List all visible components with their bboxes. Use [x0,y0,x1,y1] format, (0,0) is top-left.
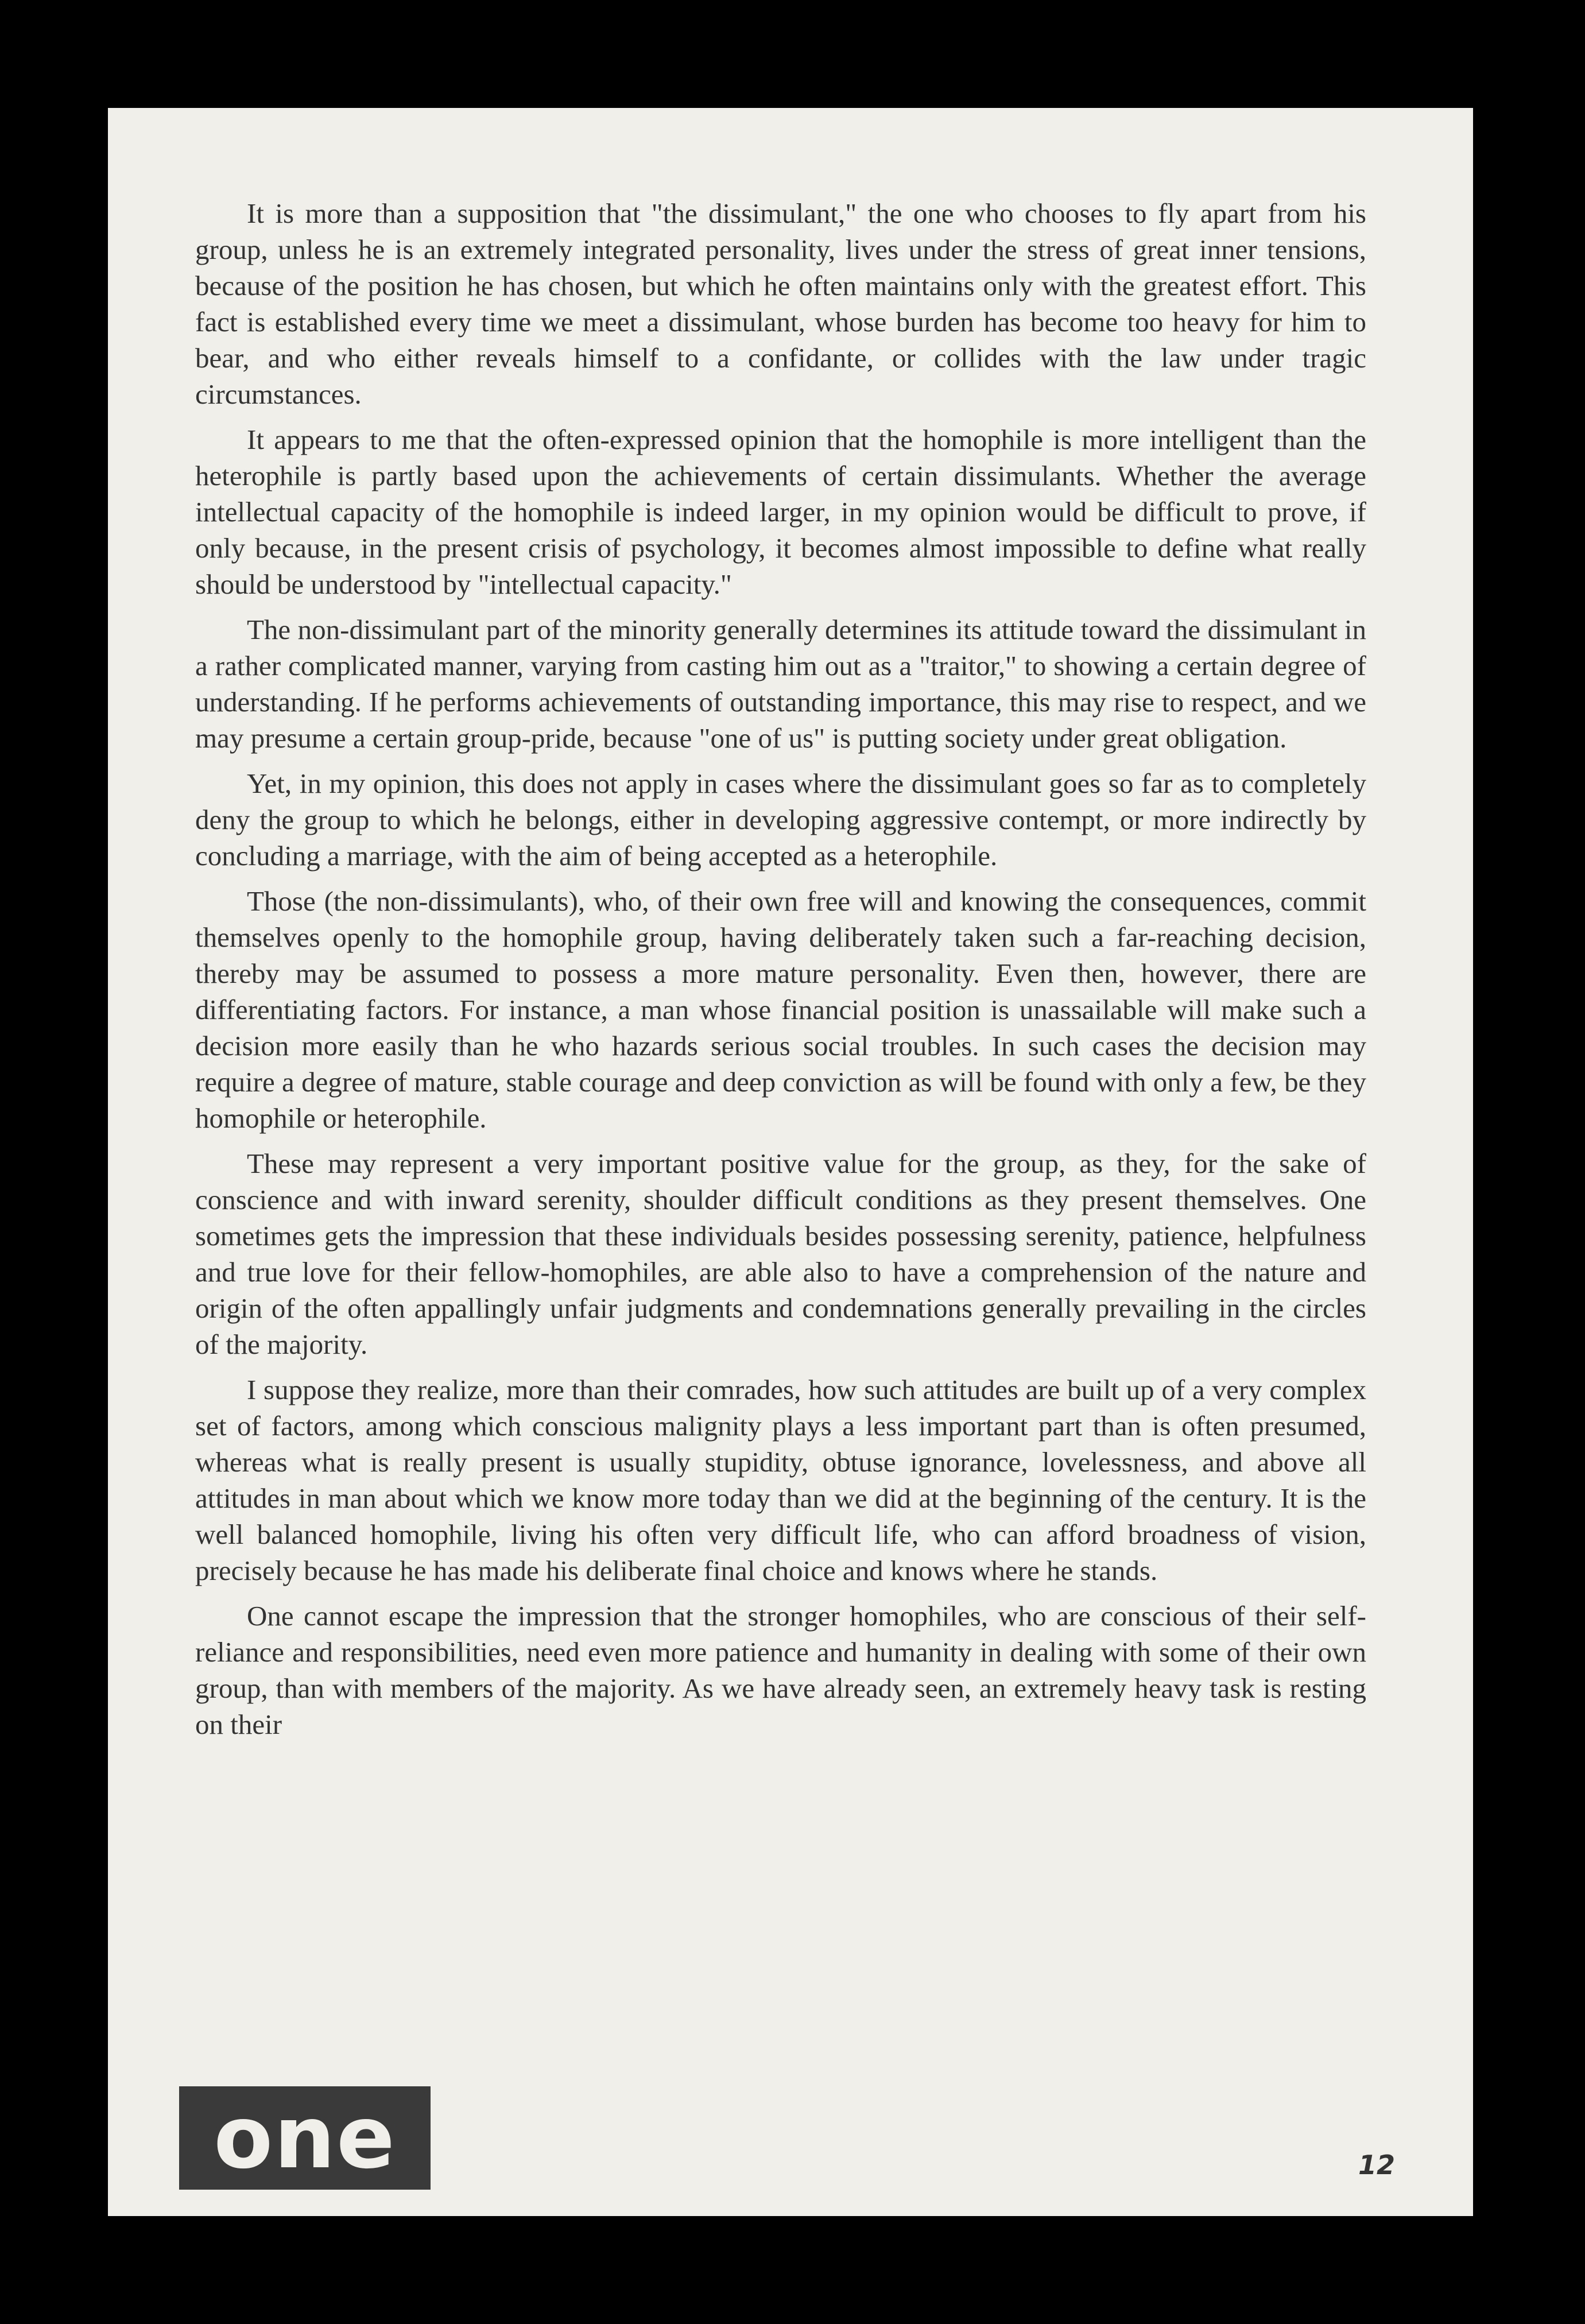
magazine-page [108,108,1473,2216]
paragraph-6: These may represent a very important positive value for the group, as they, for the sake of conscience and with inward serenity, shoulder difficult conditions as they present themselves. One sometimes gets the impression that these individuals besides possessing serenity, patience, helpfulness and true love for their fellow-homophiles, are able also to have a comprehension of the nature and origin of the often appallingly unfair judgments and condemnations generally prevailing in the circles of the majority. [195,1148,1366,1360]
paragraph-7: I suppose they realize, more than their comrades, how such attitudes are built up of a very complex set of factors, among which conscious malignity plays a less important part than is often presumed, whereas what is really present is usually stupidity, obtuse ignorance, lovelessness, and above all attitudes in man about which we know more today than we did at the beginning of the century. It is the well balanced homophile, living his often very difficult life, who can afford broadness of vision, precisely because he has made his deliberate final choice and knows where he stands. [195,1374,1366,1586]
paragraph-5: Those (the non-dissimulants), who, of their own free will and knowing the consequences, commit themselves openly to the homophile group, having deliberately taken such a far-reaching decision, thereby may be assumed to possess a more mature personality. Even then, however, there are differentiating factors. For instance, a man whose financial position is unassailable will make such a decision more easily than he who hazards serious social troubles. In such cases the decision may require a degree of mature, stable courage and deep conviction as will be found with only a few, be they homophile or heterophile. [195,885,1366,1134]
paragraph-2: It appears to me that the often-expressed opinion that the homophile is more intelligent than the heterophile is partly based upon the achievements of certain dissimulants. Whether the average intellectual capacity of the homophile is indeed larger, in my opinion would be difficult to prove, if only because, in the present crisis of psychology, it becomes almost impossible to define what really should be understood by "intellectual capacity." [195,424,1366,600]
article-body [195,195,1366,1752]
page-number: 12 [1358,2149,1396,2180]
one-magazine-logo: one [179,2086,431,2190]
paragraph-8: One cannot escape the impression that the stronger homophiles, who are conscious of their self-reliance and responsibilities, need even more patience and humanity in dealing with some of their own group, than with members of the majority. As we have already seen, an extremely heavy task is resting on their [195,1600,1366,1740]
paragraph-4: Yet, in my opinion, this does not apply in cases where the dissimulant goes so far as to completely deny the group to which he belongs, either in developing aggressive contempt, or more indirectly by concluding a marriage, with the aim of being accepted as a heterophile. [195,768,1366,872]
paragraph-3: The non-dissimulant part of the minority generally determines its attitude toward the dissimulant in a rather complicated manner, varying from casting him out as a "traitor," to showing a certain degree of understanding. If he performs achievements of outstanding importance, this may rise to respect, and we may presume a certain group-pride, because "one of us" is putting society under great obligation. [195,614,1366,754]
paragraph-1: It is more than a supposition that "the dissimulant," the one who chooses to fly apart from his group, unless he is an extremely integrated personality, lives under the stress of great inner tensions, because of the position he has chosen, but which he often maintains only with the greatest effort. This fact is established every time we meet a dissimulant, whose burden has become too heavy for him to bear, and who either reveals himself to a confidante, or collides with the law under tragic circumstances. [195,197,1366,410]
